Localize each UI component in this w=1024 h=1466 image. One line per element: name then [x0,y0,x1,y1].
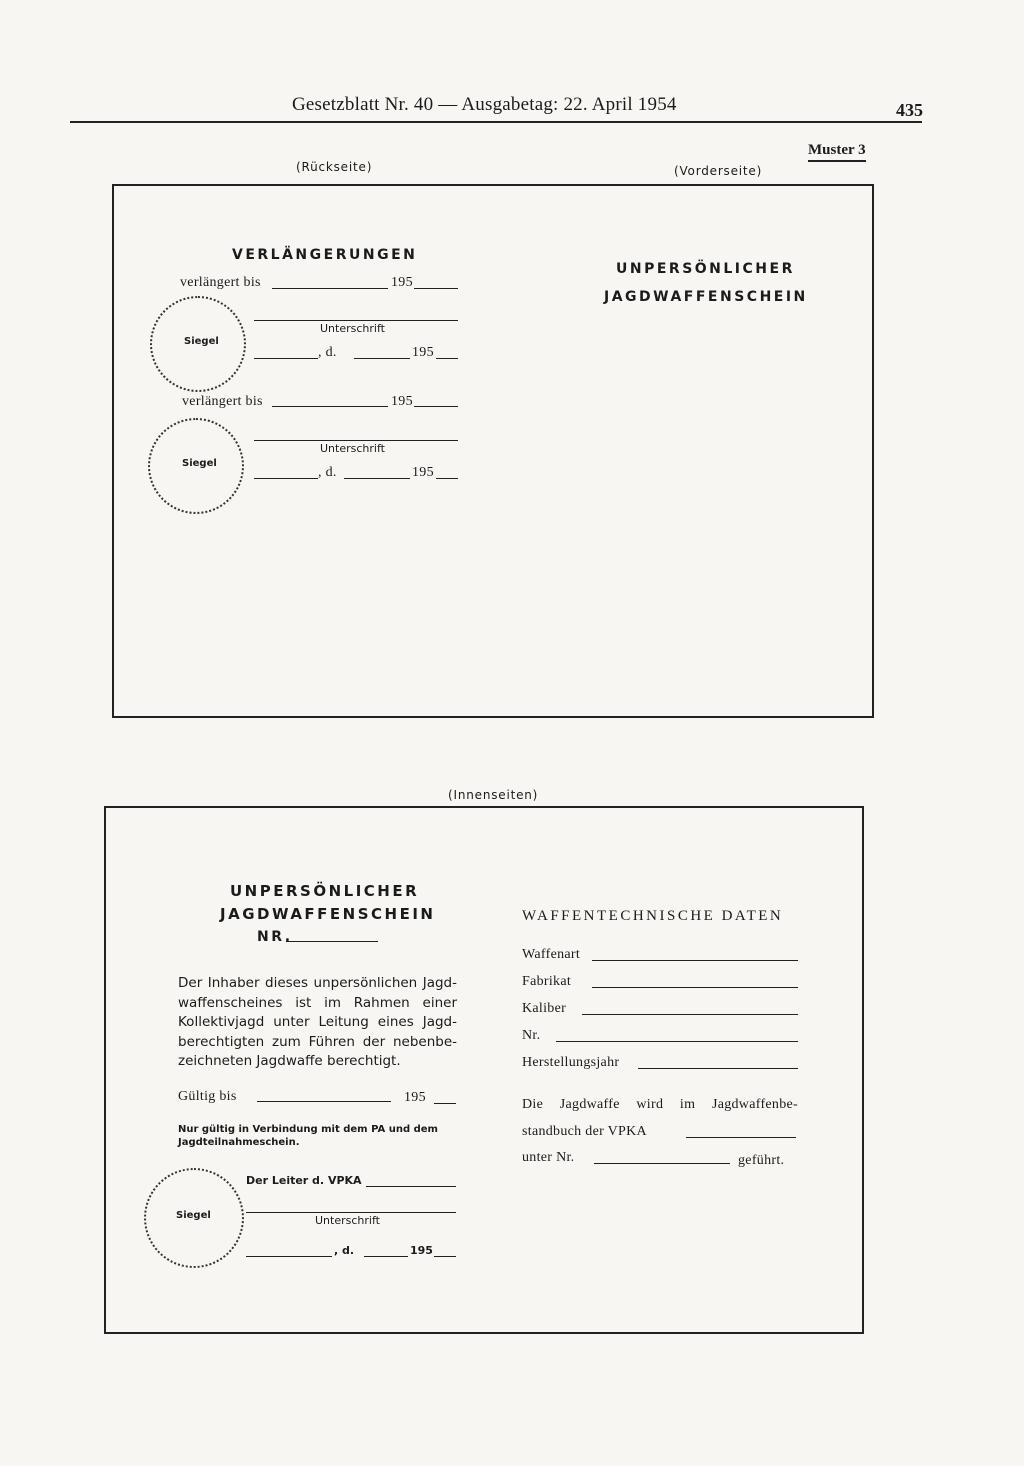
year-line-1 [414,288,458,289]
field-label-make: Fabrikat [522,974,572,989]
inner-place-line [246,1256,332,1257]
seal-label-2: Siegel [182,458,217,469]
front-title-line1: UNPERSÖNLICHER [616,261,795,277]
valid-until-line [257,1101,391,1102]
page-number: 435 [896,100,923,120]
seal-3 [144,1168,244,1268]
page-header: Gesetzblatt Nr. 40 — Ausgabetag: 22. April 1954 [292,94,677,115]
field-label-number: Nr. [522,1028,541,1043]
header-rule [70,121,922,123]
place-line-2 [254,478,318,479]
field-label-caliber: Kaliber [522,1001,567,1016]
place-line-1 [254,358,318,359]
seal-label-3: Siegel [176,1210,211,1221]
paragraph-line: zeichneten Jagdwaffe berechtigt. [178,1053,401,1069]
year-prefix-1: 195 [391,275,413,290]
date-year-prefix-2: 195 [412,465,434,480]
valid-year-prefix: 195 [404,1090,426,1105]
paragraph-line: Der Inhaber dieses unpersönlichen Jagd- [178,975,457,991]
date-line-1 [354,358,410,359]
note-line2: Jagdteilnahmeschein. [178,1137,300,1148]
paragraph-line: berechtigten zum Führen der nebenbe- [178,1033,457,1050]
inner-title-line2: JAGDWAFFENSCHEIN [220,905,436,923]
front-title-line2: JAGDWAFFENSCHEIN [604,289,808,305]
paragraph-line: Kollektivjagd unter Leitung eines Jagd- [178,1014,457,1030]
entry-register-line [686,1137,796,1138]
number-line [286,941,378,942]
extended-until-line-2 [272,406,388,407]
inner-signature-label: Unterschrift [315,1214,380,1227]
entry-number-line [594,1163,730,1164]
inner-date-year-prefix: 195 [410,1244,433,1257]
extended-until-label-2: verlängert bis [182,394,263,409]
date-year-line-2 [436,478,458,479]
year-prefix-2: 195 [391,394,413,409]
date-d-1: , d. [318,345,337,360]
seal-label-1: Siegel [184,336,219,347]
extended-until-label-1: verlängert bis [180,275,261,290]
field-line-make [592,987,798,988]
date-d-2: , d. [318,465,337,480]
inner-title-line1: UNPERSÖNLICHER [230,882,420,900]
field-line-weapon-type [592,960,798,961]
authorization-paragraph [178,974,457,1072]
signature-label-2: Unterschrift [320,442,385,455]
field-line-caliber [582,1014,798,1015]
date-line-2 [344,478,410,479]
extended-until-line-1 [272,288,388,289]
leader-line [366,1186,456,1187]
number-label: NR. [257,929,293,945]
year-line-2 [414,406,458,407]
muster-label: Muster 3 [808,142,866,162]
field-label-weapon-type: Waffenart [522,947,581,962]
inner-signature-line [246,1212,456,1213]
entry-line1: Die Jagdwaffe wird im Jagdwaffenbe- [522,1097,798,1112]
seal-1 [150,296,246,392]
field-label-year-of-manufacture: Herstellungsjahr [522,1055,620,1070]
entry-line3: unter Nr. [522,1150,575,1165]
caption-front: (Vorderseite) [674,164,763,178]
inner-date-line [364,1256,408,1257]
signature-line-2 [254,440,458,441]
leader-label: Der Leiter d. VPKA [246,1174,362,1187]
tech-data-title: WAFFENTECHNISCHE DATEN [522,908,784,924]
signature-label-1: Unterschrift [320,322,385,335]
signature-line-1 [254,320,458,321]
field-line-number [556,1041,798,1042]
note-line1: Nur gültig in Verbindung mit dem PA und dem [178,1124,438,1135]
field-line-year-of-manufacture [638,1068,798,1069]
date-year-line-1 [436,358,458,359]
valid-until-label: Gültig bis [178,1089,237,1104]
valid-year-line [434,1103,456,1104]
entry-end: geführt. [738,1153,785,1168]
entry-line2: standbuch der VPKA [522,1124,647,1139]
paragraph-line: waffenscheines ist im Rahmen einer [178,994,457,1011]
inner-date-year-line [434,1256,456,1257]
date-year-prefix-1: 195 [412,345,434,360]
inner-date-d: , d. [334,1244,355,1257]
extensions-title: VERLÄNGERUNGEN [232,247,418,263]
seal-2 [148,418,244,514]
caption-inside: (Innenseiten) [448,788,539,802]
caption-back: (Rückseite) [296,160,373,174]
